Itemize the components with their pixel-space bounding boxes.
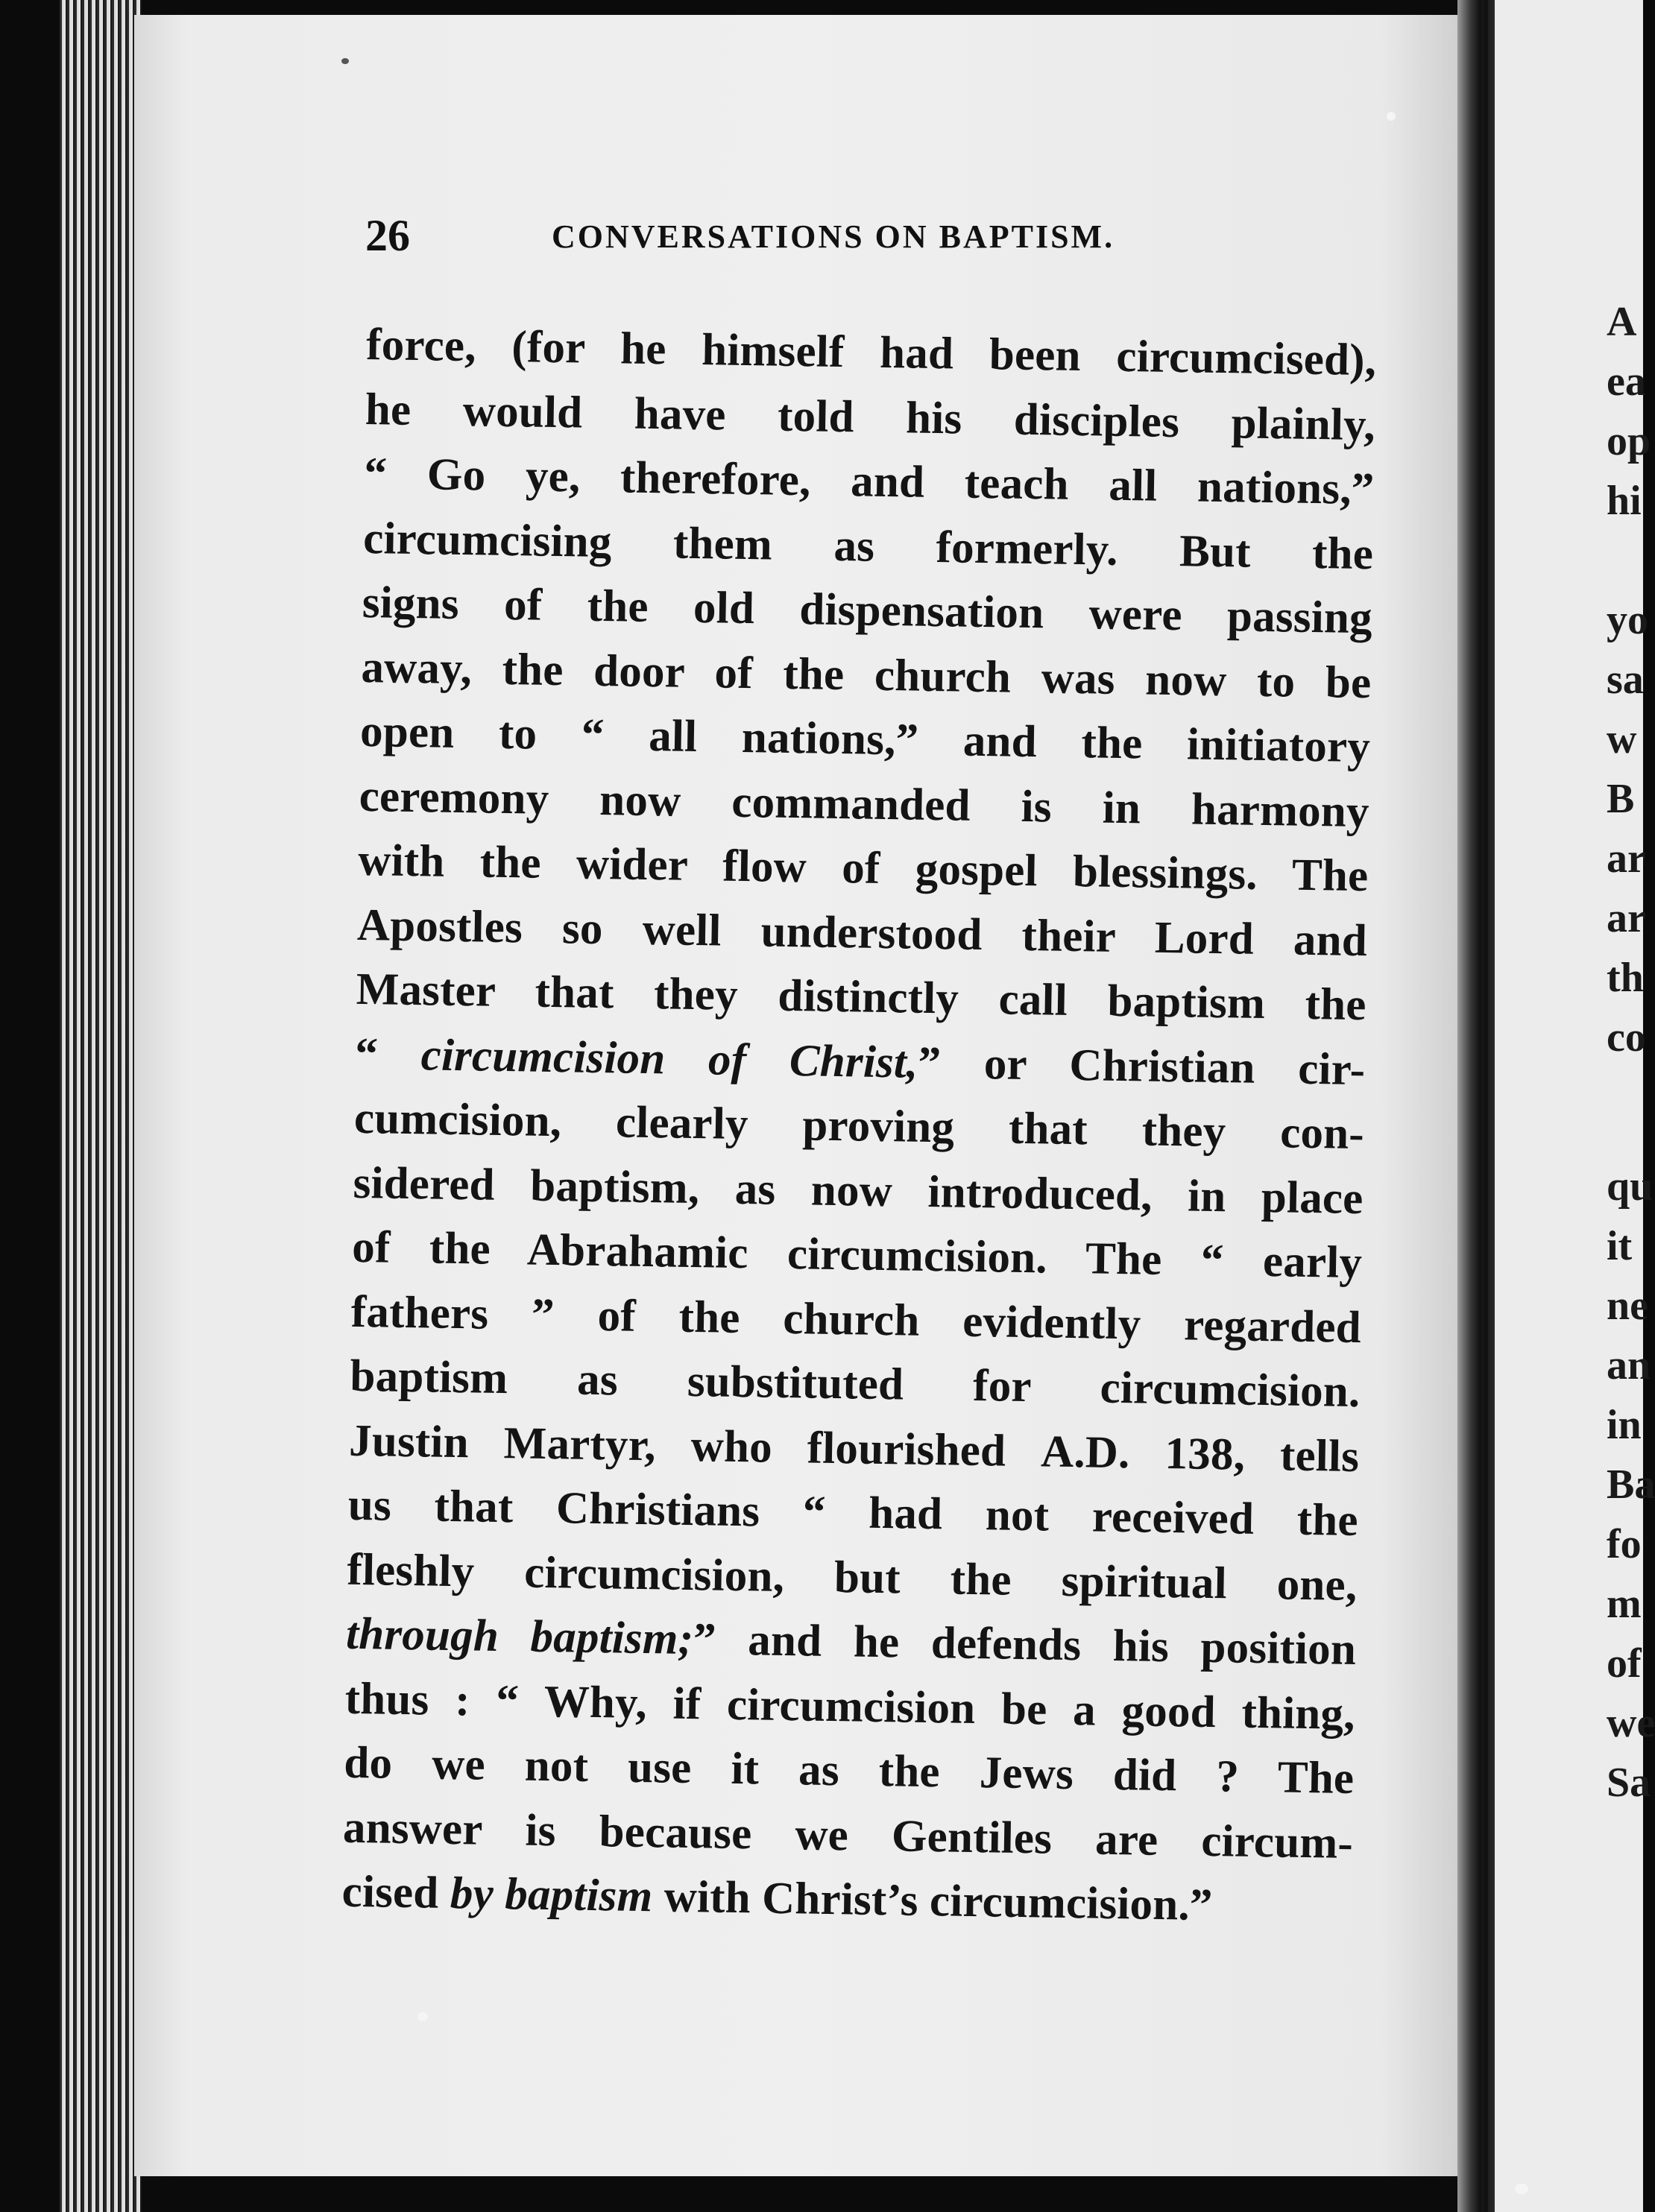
text-run: with the wider flow of gospel blessings. The [357,835,1369,902]
facing-page-fragment: ea [1607,358,1646,405]
facing-page-fragment: w [1607,716,1637,762]
book-gutter [1457,0,1495,2212]
facing-page-fragment: ar [1607,835,1646,882]
spine-shadow [1484,0,1488,2212]
facing-page-fragment: qu [1607,1163,1654,1210]
text-run: fleshly circumcision, but the spiritual one, [346,1544,1358,1611]
text-run: thus : “ Why, if circumcision be a good thing, [344,1673,1356,1739]
text-run: Apostles so well understood their Lord and [356,900,1368,966]
facing-page-fragment: we [1607,1700,1655,1746]
text-run: ceremony now commanded is in harmony [359,771,1370,837]
scan-speck [1515,2184,1528,2194]
facing-page-fragment: Sa [1607,1760,1651,1806]
facing-page-fragment: op [1607,418,1651,464]
facing-page-fragment: hi [1607,478,1642,524]
text-run: answer is because we Gentiles are circum- [342,1802,1354,1868]
facing-page-fragment: an [1607,1342,1651,1388]
facing-page-fragment: th [1607,955,1644,1001]
text-run: sidered baptism, as now introduced, in place [353,1157,1364,1224]
text-run: signs of the old dispensation were passing [362,577,1373,644]
facing-page-fragment: ar [1607,895,1646,941]
facing-page-fragment: Ba [1607,1462,1655,1508]
facing-page-fragment: sa [1607,657,1644,703]
text-run: circumcising them as formerly. But the [362,513,1374,579]
text-run: cumcision, clearly proving that they con- [353,1093,1365,1160]
page-number: 26 [365,211,410,260]
facing-page-fragment: fo [1607,1521,1642,1567]
text-run: ” and he defends his position [693,1614,1357,1675]
facing-page-fragment: co [1607,1014,1646,1061]
scan-speck [1387,112,1396,121]
text-run: he would have told his disciples plainly, [365,384,1376,450]
text-run: Justin Martyr, who flourished [348,1415,1041,1476]
text-run: force, (for he himself had been circumcised), [365,319,1377,386]
italic-text: by baptism [450,1868,653,1922]
text-run: open to “ all nations,” and the initiatory [359,706,1371,773]
text-run: Master that they distinctly call baptism the [356,964,1367,1031]
text-run: “ [354,1028,422,1080]
scan-speck [417,2012,428,2021]
text-run: do we not use it as the Jews did ? The [343,1737,1355,1804]
text-run: cised [341,1866,451,1919]
text-run: “ Go ye, therefore, and teach all nations,” [364,448,1375,515]
text-run: us that Christians “ had not received the [347,1479,1359,1546]
text-run: away, the door of the church was now to be [361,642,1372,708]
text-run: 138, tells [1129,1427,1360,1482]
text-run: ” or Christian cir- [918,1037,1366,1095]
text-run: fathers ” of the church evidently regarded [350,1286,1362,1353]
facing-page-fragment: B [1607,776,1635,822]
stacked-page-edges [60,0,142,2212]
text-run: baptism as substituted for circumcision. [350,1350,1361,1418]
scan-speck [341,58,349,64]
facing-page-fragment: m [1607,1581,1642,1627]
running-title: CONVERSATIONS ON BAPTISM. [552,218,1115,255]
small-caps-text: A.D. [1040,1426,1131,1478]
facing-page-fragment: in [1607,1402,1642,1448]
body-text [341,313,1377,1941]
italic-text: through baptism; [345,1608,694,1665]
facing-page-fragment: it [1607,1223,1633,1269]
italic-text: circumcision of Christ, [420,1029,919,1088]
text-run: with Christ’s circumcision.” [652,1871,1214,1931]
facing-page-fragment: yo [1607,597,1648,643]
facing-page-fragment: ne [1607,1283,1648,1329]
running-head [365,210,1484,273]
facing-page-fragment: of [1607,1640,1642,1687]
facing-page-fragment: A [1607,299,1637,345]
text-run: of the Abrahamic circumcision. The “ early [351,1222,1363,1289]
